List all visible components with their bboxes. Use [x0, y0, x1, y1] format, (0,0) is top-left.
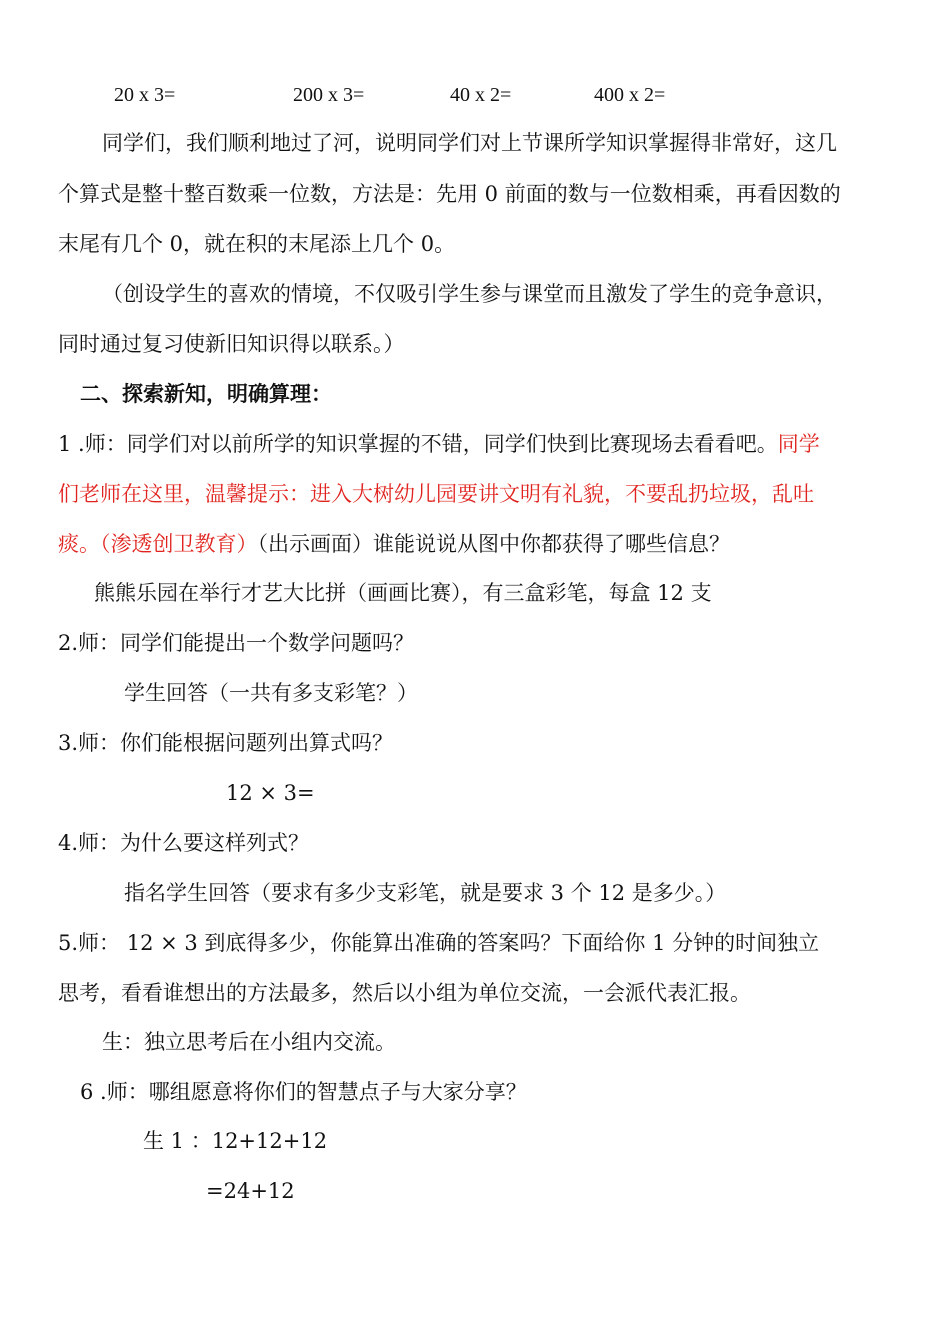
- paragraph-line: 末尾有几个 0，就在积的末尾添上几个 0。: [58, 232, 456, 256]
- reminder-text: 痰。（渗透创卫教育）: [58, 532, 258, 556]
- question-1-line: [58, 531, 900, 557]
- review-expression: 20 x 3=: [114, 84, 176, 106]
- expression-3: 12 × 3=: [226, 781, 315, 805]
- reminder-text: 同学: [777, 432, 820, 456]
- info-line: 熊熊乐园在举行才艺大比拼（画画比赛），有三盒彩笔，每盒 12 支: [94, 581, 712, 605]
- answer-4: 指名学生回答（要求有多少支彩笔，就是要求 3 个 12 是多少。）: [124, 881, 727, 905]
- paragraph-line: 个算式是整十整百数乘一位数，方法是：先用 0 前面的数与一位数相乘，再看因数的: [58, 182, 841, 206]
- review-expression: 200 x 3=: [293, 84, 365, 106]
- question-1-line: [58, 431, 900, 457]
- question-3: 3.师：你们能根据问题列出算式吗？: [58, 731, 394, 755]
- question-6: 6 .师：哪组愿意将你们的智慧点子与大家分享？: [80, 1080, 527, 1104]
- paragraph-line: 同学们，我们顺利地过了河，说明同学们对上节课所学知识掌握得非常好，这几: [102, 131, 837, 155]
- reminder-line: 们老师在这里，温馨提示：进入大树幼儿园要讲文明有礼貌，不要乱扔垃圾，乱吐: [58, 482, 814, 506]
- design-note-line: 同时通过复习使新旧知识得以联系。）: [58, 332, 405, 356]
- design-note-line: （创设学生的喜欢的情境，不仅吸引学生参与课堂而且激发了学生的竞争意识，: [102, 282, 837, 306]
- question-1-text: 1 .师：同学们对以前所学的知识掌握的不错，同学们快到比赛现场去看看吧。: [58, 432, 778, 456]
- question-5-line: 5.师： 12 × 3 到底得多少，你能算出准确的答案吗？下面给你 1 分钟的时间独立: [58, 931, 820, 955]
- question-5-line: 思考，看看谁想出的方法最多，然后以小组为单位交流，一会派代表汇报。: [58, 981, 751, 1005]
- question-1-text: （出示画面）谁能说说从图中你都获得了哪些信息？: [257, 532, 730, 556]
- answer-2: 学生回答（一共有多支彩笔？）: [124, 681, 418, 705]
- answer-5: 生：独立思考后在小组内交流。: [102, 1030, 396, 1054]
- review-expression: 40 x 2=: [450, 84, 512, 106]
- question-2: 2.师：同学们能提出一个数学问题吗？: [58, 631, 415, 655]
- student-1-answer: 生 1 ：12+12+12: [143, 1129, 328, 1153]
- student-1-step: =24+12: [206, 1179, 295, 1203]
- review-expression: 400 x 2=: [594, 84, 666, 106]
- question-4: 4.师：为什么要这样列式？: [58, 831, 310, 855]
- section-heading: 二、探索新知，明确算理：: [80, 381, 332, 406]
